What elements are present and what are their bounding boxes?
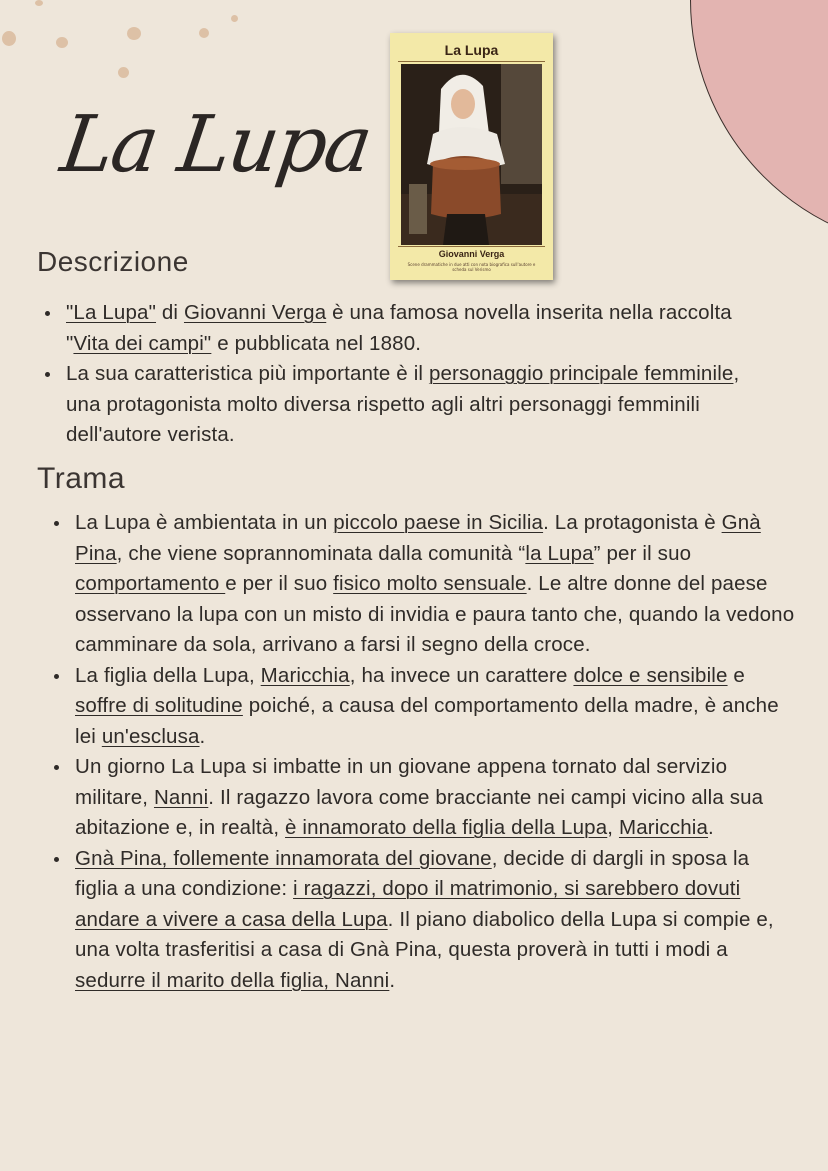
decor-dot xyxy=(231,15,238,22)
underlined-text: Maricchia xyxy=(618,816,709,839)
text-segment: e pubblicata nel 1880. xyxy=(211,331,422,355)
list-item xyxy=(66,298,756,359)
decor-pink-circle xyxy=(690,0,828,250)
underlined-text: "La Lupa" xyxy=(66,301,157,324)
underlined-text: Nanni xyxy=(153,785,209,809)
text-segment: e xyxy=(727,663,745,687)
book-cover-title: La Lupa xyxy=(444,42,499,58)
underlined-text: Gnà Pina, follemente innamorata del giovane xyxy=(75,846,492,870)
decor-dot xyxy=(35,0,43,6)
underlined-text: piccolo paese in Sicilia xyxy=(333,511,544,534)
underlined-text: Giovanni Verga xyxy=(183,301,327,324)
text-segment: . xyxy=(389,968,396,992)
text-segment: , che viene soprannominata dalla comunità “ xyxy=(116,541,526,565)
underlined-text: Gnà Pina xyxy=(75,511,761,565)
text-segment: Un giorno La Lupa si imbatte in un giovane appena tornato dal servizio militare, xyxy=(75,755,728,809)
text-segment: , decide di dargli in sposa la figlia a una condizione: xyxy=(75,846,750,900)
trama-list xyxy=(75,508,795,996)
text-segment: poiché, a causa del comportamento della madre, è anche lei xyxy=(75,694,779,748)
text-segment: . Il piano diabolico della Lupa si compie e, una volta trasferitisi a casa di Gnà Pina, questa proverà in tutti i modi a xyxy=(75,907,774,961)
underlined-text: Vita dei campi" xyxy=(73,331,212,355)
list-item xyxy=(66,359,756,451)
book-cover-rule xyxy=(398,246,545,247)
underlined-text: personaggio principale femminile xyxy=(428,362,734,385)
decor-dot xyxy=(2,31,16,46)
text-segment: è una famosa novella inserita nella raccolta " xyxy=(66,301,732,355)
text-segment: La sua caratteristica più importante è il xyxy=(66,362,429,385)
descrizione-list xyxy=(66,298,756,451)
underlined-text: dolce e sensibile xyxy=(573,663,728,687)
text-segment: La figlia della Lupa, xyxy=(75,663,261,687)
book-cover-rule xyxy=(398,61,545,62)
text-segment: . La protagonista è xyxy=(543,511,722,534)
section-heading-descrizione: Descrizione xyxy=(37,246,189,277)
decor-dot xyxy=(118,67,129,78)
underlined-text: sedurre il marito della figlia, Nanni xyxy=(75,968,390,992)
underlined-text: Maricchia xyxy=(260,663,350,687)
underlined-text: comportamento xyxy=(75,572,226,595)
book-cover-author: Giovanni Verga xyxy=(438,249,505,259)
text-segment: di xyxy=(156,301,184,324)
underlined-text: i ragazzi, dopo il matrimonio, si sarebbero dovuti andare a vivere a casa della Lupa xyxy=(75,877,741,931)
decor-dot xyxy=(56,37,68,48)
underlined-text: un'esclusa xyxy=(101,724,200,748)
text-segment: , una protagonista molto diversa rispetto agli altri personaggi femminili dell'autore verista. xyxy=(66,362,740,446)
book-cover xyxy=(390,33,553,280)
text-segment: , ha invece un carattere xyxy=(349,663,574,687)
list-item xyxy=(75,844,795,997)
decor-dot xyxy=(127,27,141,40)
page-title: La Lupa xyxy=(55,100,376,190)
book-cover-painting xyxy=(401,64,542,245)
text-segment: e per il suo xyxy=(225,572,334,595)
book-cover-subtitle: Scene drammatiche in due atti con nota biografica sull'autore e scheda sul Verismo xyxy=(407,262,536,272)
underlined-text: soffre di solitudine xyxy=(75,694,243,717)
underlined-text: è innamorato della figlia della Lupa xyxy=(285,816,608,839)
list-item xyxy=(75,752,795,844)
text-segment: . Le altre donne del paese osservano la lupa con un misto di invidia e paura tanto che, quando la vedono camminare da sola, arrivano a farsi il segno della croce. xyxy=(75,572,795,656)
section-heading-trama: Trama xyxy=(37,462,126,495)
decor-dot xyxy=(199,28,209,38)
list-item xyxy=(75,508,795,661)
text-segment: , xyxy=(607,816,619,839)
underlined-text: fisico molto sensuale xyxy=(333,572,527,595)
text-segment: . xyxy=(199,724,206,748)
text-segment: ” per il suo xyxy=(593,541,692,565)
underlined-text: la Lupa xyxy=(525,541,594,565)
list-item xyxy=(75,661,795,753)
text-segment: . xyxy=(708,816,714,839)
text-segment: La Lupa è ambientata in un xyxy=(75,511,334,534)
text-segment: . Il ragazzo lavora come bracciante nei campi vicino alla sua abitazione e, in realtà, xyxy=(75,785,764,839)
